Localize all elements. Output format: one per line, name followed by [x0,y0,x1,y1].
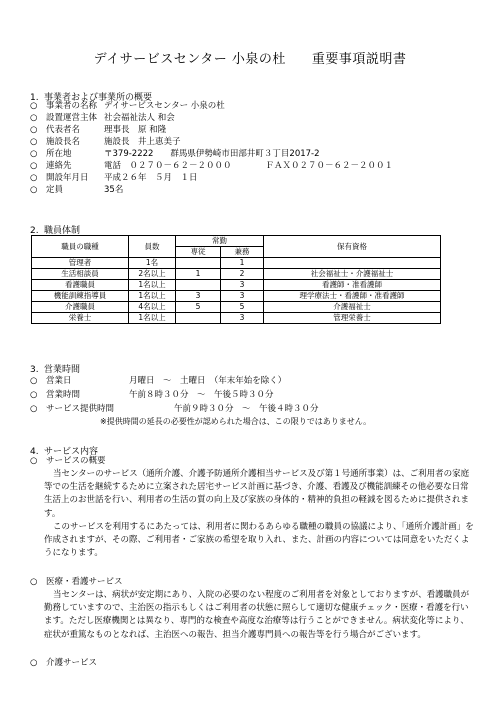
header-fulltime-only: 専従 [176,247,221,258]
overview-row: ○ 設置運営主体 社会福祉法人 和会 [30,113,175,123]
medical-text: 当センターは、病状が安定期にあり、入院の必要のない程度のご利用者を対象としておりますが、看護職員が勤務していますので、主治医の指示もしくはご利用者の状態に照らして適切な健康チェック・医療・看護を行います。ただし医療機関とは異なり、専門的な検査や高度な治療等は行うことができません。病状変化等により、症状が重篤なものとなれば、主治医への報告、担当介護専門員への報告等を行う場合がございます。 [44,590,470,640]
table-row: 看護職員 1名以上 3 看護師・准看護師 [32,280,441,291]
overview-row: ○ 代表者名 理事長 原 和隆 [30,125,167,135]
header-fulltime: 常勤 [176,236,264,247]
medical-subheading: ○ 医療・看護サービス [30,577,123,587]
document-title [0,48,500,67]
overview-row: ○ 定員 35名 [30,185,124,195]
section-1-heading: 1. 事業者および事業所の概要 [30,93,153,103]
staff-table [31,235,441,324]
overview-row: ○ 開設年月日 平成２６年 ５月 １日 [30,173,198,183]
business-days-row: ○ 営業日 月曜日 ～ 土曜日 （年末年始を除く） [30,376,287,386]
contact-row: ○ 連絡先 電話 ０２７０－６２－２０００ ＦＡＸ０２７０－６２－２００１ [30,161,394,171]
overview-subheading: ○ サービスの概要 [30,456,106,466]
fax-number: ＦＡＸ０２７０－６２－２００１ [265,161,394,171]
overview-row: ○ 所在地 〒379-2222 群馬県伊勢崎市田部井町３丁目2017-2 [30,149,320,159]
document-type: 重要事項説明書 [311,52,407,67]
section-2-heading: 2. 職員体制 [30,226,81,236]
header-concurrent: 兼務 [221,247,264,258]
hours-note: ※提供時間の延長の必要性が認められた場合は、この限りではありません。 [100,417,372,426]
service-hours-row: ○ サービス提供時間 午前９時３０分 ～ 午後４時３０分 [30,404,319,414]
header-qualification: 保有資格 [264,236,441,258]
table-row: 栄養士 1名以上 3 管理栄養士 [32,313,441,324]
overview-row: ○ 事業者の名称 デイサービスセンター 小泉の杜 [30,101,225,111]
header-role: 職員の職種 [32,236,129,258]
section-4-heading: 4. サービス内容 [30,447,99,457]
table-row: 機能訓練指導員 1名以上 3 3 理学療法士・看護師・准看護師 [32,291,441,302]
header-count: 員数 [129,236,176,258]
table-row: 生活相談員 2名以上 1 2 社会福祉士・介護福祉士 [32,269,441,280]
business-hours-row: ○ 営業時間 午前８時３０分 ～ 午後５時３０分 [30,390,274,400]
overview-row: ○ 施設長名 施設長 井上恵美子 [30,137,181,147]
table-row: 管理者 1名 1 [32,258,441,269]
care-subheading: ○ 介護サービス [30,658,98,668]
overview-text: 当センターのサービス（通所介護、介護予防通所介護相当サービス及び第１号通所事業）は、ご利用者の家庭等での生活を継続するために立案された居宅サービス計画に基づき、介護、看護及び機能訓練その他必要な日常生活上のお世話を行い、利用者の生活の質の向上及び家族の身体的・精神的負担の軽減を図るために提供されます。 このサービスを利用するにあたっては、利用者に関わるあらゆる職種の職員の協議により、「通所介護計画」を作成されますが、その際、ご利用者・ご家族の希望を取り入れ、また、計画の内容については同意をいただくようになります。 [44,469,474,559]
table-row: 介護職員 4名以上 5 5 介護福祉士 [32,302,441,313]
facility-name: デイサービスセンター 小泉の杜 [93,52,286,67]
section-3-heading: 3. 営業時間 [30,365,81,375]
